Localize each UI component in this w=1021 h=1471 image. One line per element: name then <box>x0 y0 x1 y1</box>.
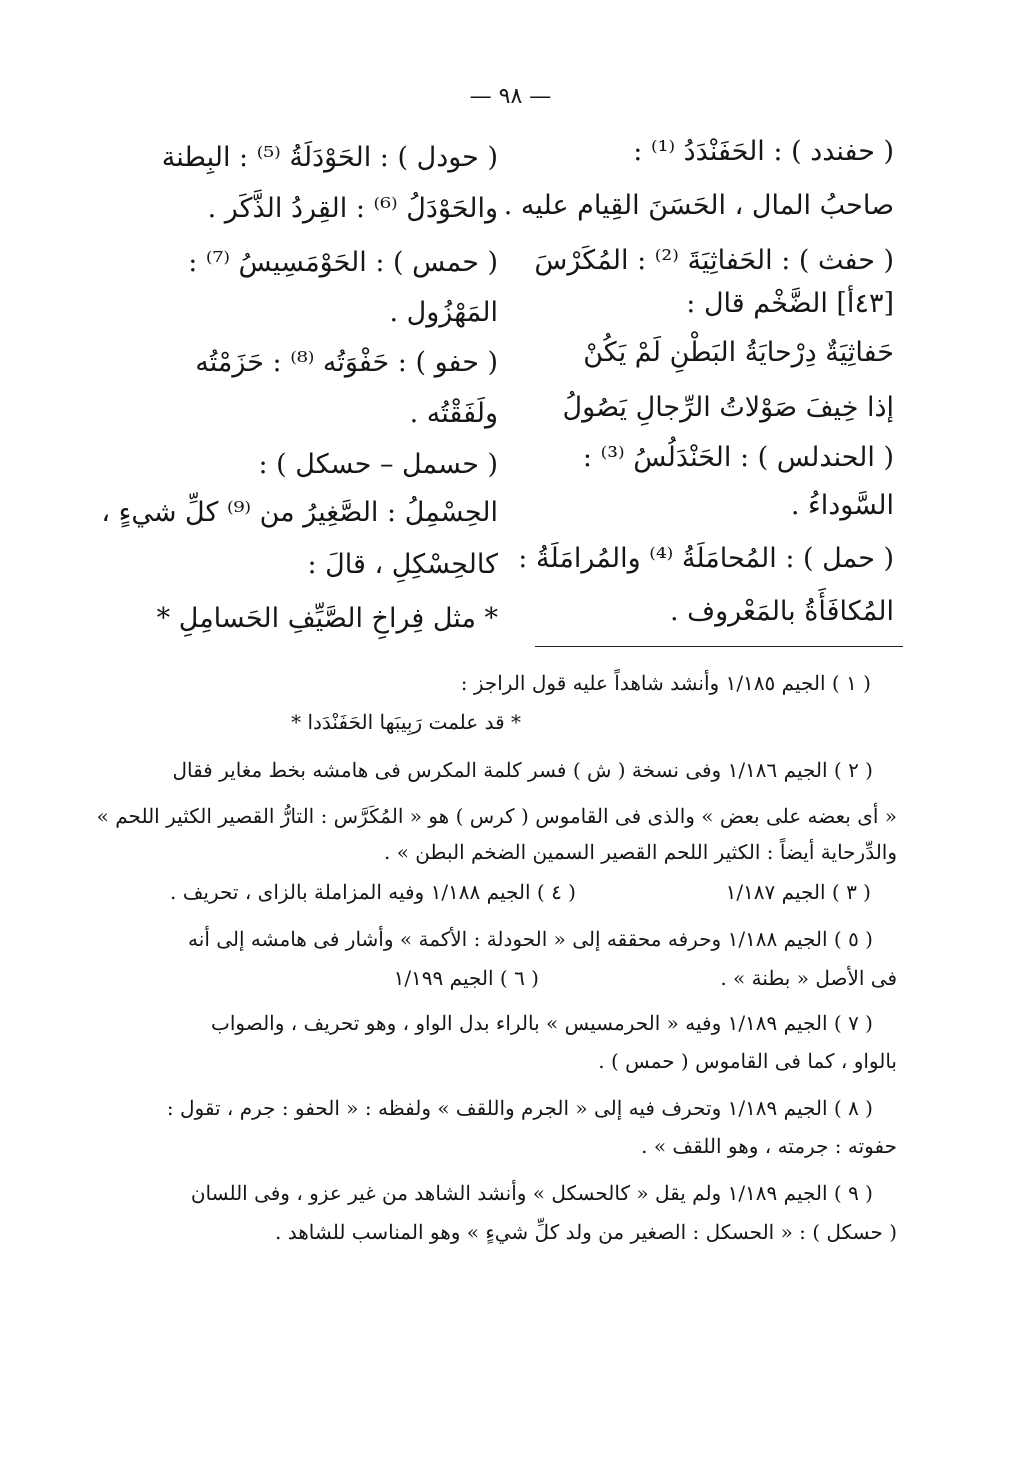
footnote-line: ( ٢ ) الجيم ١/١٨٦ وفى نسخة ( ش ) فسر كلمة المكرس فى هامشه بخط مغاير فقال <box>172 758 873 782</box>
entry-line: ولَفَقْتُه . <box>409 398 498 429</box>
footnote-line: ( ٤ ) الجيم ١/١٨٨ وفيه المزاملة بالزاى ، تحريف . <box>170 880 576 904</box>
entry-line: كالحِسْكِلِ ، قالَ : <box>307 549 498 580</box>
entry-line: ( حودل ) : الحَوْدَلَةُ ⁽⁵⁾ : البِطنة <box>161 142 498 173</box>
entry-line: والحَوْدَلُ ⁽⁶⁾ : القِردُ الذَّكَر . <box>207 193 498 224</box>
footnote-line: ( ٩ ) الجيم ١/١٨٩ ولم يقل « كالحسكل » وأنشد الشاهد من غير عزو ، وفى اللسان <box>190 1181 873 1205</box>
footnote-line: حفوته : جرمته ، وهو اللقف » . <box>641 1134 897 1158</box>
footnote-line: فى الأصل « بطنة » . <box>720 966 897 990</box>
footnote-separator <box>535 646 903 647</box>
footnote-line: ( حسكل ) : « الحسكل : الصغير من ولد كلِّ شيءٍ » وهو المناسب للشاهد . <box>275 1220 897 1244</box>
entry-line: ( حفث ) : الحَفاثِيَةَ ⁽²⁾ : المُكَرْسَ <box>534 245 894 276</box>
page-number: — ٩٨ — <box>469 84 552 109</box>
entry-line: [٤٣أ] الضَّخْم قال : <box>686 288 894 319</box>
entry-line: الحِسْمِلُ : الصَّغِيرُ من ⁽⁹⁾ كلِّ شيءٍ ، <box>101 497 498 528</box>
entry-line: ( حفو ) : حَفْوَتُه ⁽⁸⁾ : حَزَمْتُه <box>195 347 498 378</box>
verse-line: إذا خِيفَ صَوْلاتُ الرِّجالِ يَصُولُ <box>562 392 894 423</box>
footnote-line: ( ٦ ) الجيم ١/١٩٩ <box>393 966 539 990</box>
footnote-line: ( ٧ ) الجيم ١/١٨٩ وفيه « الحرمسيس » بالراء بدل الواو ، وهو تحريف ، والصواب <box>211 1011 873 1035</box>
entry-line: السَّوداءُ . <box>790 490 894 521</box>
entry-line: ( الحندلس ) : الحَنْدَلُسُ ⁽³⁾ : <box>582 442 894 473</box>
entry-line: صاحبُ المال ، الحَسَنَ القِيام عليه . <box>503 190 894 221</box>
footnote-line: والدِّرحاية أيضاً : الكثير اللحم القصير السمين الضخم البطن » . <box>384 840 897 864</box>
footnote-line: ( ٥ ) الجيم ١/١٨٨ وحرفه محققه إلى « الحودلة : الأكمة » وأشار فى هامشه إلى أنه <box>188 927 873 951</box>
entry-line: ( حمس ) : الحَوْمَسِيسُ ⁽⁷⁾ : <box>188 247 498 278</box>
entry-line: ( حفندد ) : الحَفَنْدَدُ ⁽¹⁾ : <box>633 136 894 167</box>
footnote-line: بالواو ، كما فى القاموس ( حمس ) . <box>598 1049 897 1073</box>
footnote-line: ( ٨ ) الجيم ١/١٨٩ وتحرف فيه إلى « الجرم واللقف » ولفظه : « الحفو : جرم ، تقول : <box>166 1096 873 1120</box>
footnote-line: ( ٣ ) الجيم ١/١٨٧ <box>725 880 871 904</box>
footnote-line: ( ١ ) الجيم ١/١٨٥ وأنشد شاهداً عليه قول الراجز : <box>460 671 871 695</box>
entry-line: ( حمل ) : المُحامَلَةُ ⁽⁴⁾ والمُرامَلَةُ : <box>518 543 894 574</box>
verse-line: حَفاثِيَةٌ دِرْحايَةُ البَطْنِ لَمْ يَكُنْ <box>583 337 894 368</box>
entry-line: ( حسمل – حسكل ) : <box>258 449 498 480</box>
footnote-line: « أى بعضه على بعض » والذى فى القاموس ( كرس ) هو « المُكَرَّس : التارُّ القصير الكثير اللحم » <box>96 804 897 828</box>
footnote-verse: * قد علمت رَبِيبَها الحَفَنْدَدا * <box>291 710 521 734</box>
entry-line: المَهْزُول . <box>389 297 498 328</box>
entry-line: المُكافَأَةُ بالمَعْروف . <box>669 596 894 627</box>
verse-line: * مثل فِراخِ الصَّيِّفِ الحَسامِلِ * <box>156 603 498 634</box>
